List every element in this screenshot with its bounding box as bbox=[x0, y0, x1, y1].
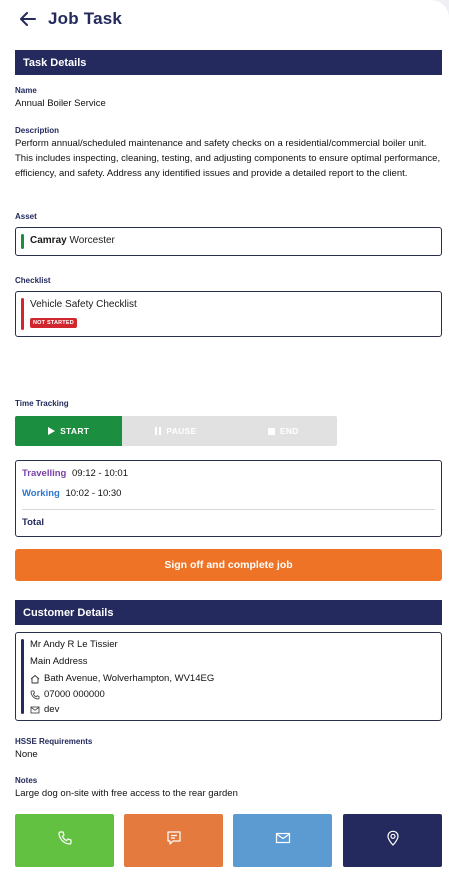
start-label: START bbox=[60, 426, 90, 436]
time-entries-card bbox=[15, 460, 442, 537]
time-entry-range: 10:02 - 10:30 bbox=[65, 488, 122, 499]
phone-line[interactable] bbox=[30, 689, 105, 700]
customer-card[interactable] bbox=[15, 632, 442, 721]
asset-make: Camray bbox=[30, 235, 67, 246]
asset-label: Asset bbox=[15, 212, 37, 221]
end-label: END bbox=[279, 426, 299, 436]
phone-icon bbox=[57, 830, 73, 851]
notes-value: Large dog on-site with free access to the rear garden bbox=[15, 788, 238, 799]
time-entry-range: 09:12 - 10:01 bbox=[72, 468, 128, 479]
phone-icon bbox=[30, 689, 41, 700]
end-button[interactable] bbox=[230, 416, 337, 446]
divider bbox=[22, 509, 435, 510]
asset-card[interactable] bbox=[15, 227, 442, 256]
status-badge: NOT STARTED bbox=[30, 318, 77, 328]
sign-off-button[interactable]: Sign off and complete job bbox=[15, 549, 442, 581]
time-tracking-label: Time Tracking bbox=[15, 399, 69, 408]
customer-details-header: Customer Details bbox=[15, 600, 442, 625]
arrow-left-icon[interactable] bbox=[20, 10, 38, 28]
call-button[interactable] bbox=[15, 814, 114, 867]
location-pin-icon bbox=[385, 830, 401, 851]
pause-button[interactable] bbox=[122, 416, 229, 446]
task-description: Perform annual/scheduled maintenance and safety checks on a residential/commercial boiler unit. This includes inspecting, cleaning, testing, and adjusting components to ensure optimal performance, efficiency, and safety. Address any identified issues and provide a detailed report to the client. bbox=[15, 138, 441, 179]
task-details-header: Task Details bbox=[15, 50, 442, 75]
hsse-value: None bbox=[15, 749, 38, 760]
asset-text bbox=[30, 235, 115, 246]
email-line[interactable] bbox=[30, 704, 59, 715]
customer-accent bbox=[21, 639, 24, 714]
pause-icon bbox=[155, 427, 161, 435]
phone-text: 07000 000000 bbox=[44, 689, 105, 700]
hsse-label: HSSE Requirements bbox=[15, 737, 93, 746]
email-text: dev bbox=[44, 704, 60, 715]
checklist-label: Checklist bbox=[15, 276, 51, 285]
pause-label: PAUSE bbox=[166, 426, 197, 436]
name-label: Name bbox=[15, 86, 37, 95]
task-name: Annual Boiler Service bbox=[15, 98, 106, 109]
time-tracking-controls bbox=[15, 416, 337, 446]
address-line bbox=[30, 673, 214, 684]
time-entry-type: Travelling bbox=[22, 468, 67, 479]
asset-accent bbox=[21, 234, 24, 249]
mail-icon bbox=[30, 704, 41, 715]
location-button[interactable] bbox=[343, 814, 442, 867]
time-entry-working bbox=[22, 488, 121, 499]
home-icon bbox=[30, 673, 41, 684]
chat-icon bbox=[166, 830, 182, 851]
checklist-name: Vehicle Safety Checklist bbox=[30, 299, 137, 310]
time-entry-travelling bbox=[22, 468, 128, 479]
time-entry-type: Working bbox=[22, 488, 60, 499]
play-icon bbox=[48, 427, 55, 435]
address-title: Main Address bbox=[30, 656, 88, 667]
customer-name: Mr Andy R Le Tissier bbox=[30, 639, 118, 650]
address-text: Bath Avenue, Wolverhampton, WV14EG bbox=[44, 673, 215, 684]
page-title: Job Task bbox=[48, 9, 123, 28]
message-button[interactable] bbox=[124, 814, 223, 867]
mail-icon bbox=[275, 830, 291, 851]
asset-model: Worcester bbox=[69, 235, 115, 246]
header bbox=[20, 6, 122, 32]
stop-icon bbox=[268, 428, 275, 435]
checklist-card[interactable] bbox=[15, 291, 442, 337]
description-label: Description bbox=[15, 126, 60, 135]
checklist-accent bbox=[21, 298, 24, 330]
email-button[interactable] bbox=[233, 814, 332, 867]
start-button[interactable] bbox=[15, 416, 122, 446]
time-total: Total bbox=[22, 517, 44, 528]
notes-label: Notes bbox=[15, 776, 38, 785]
